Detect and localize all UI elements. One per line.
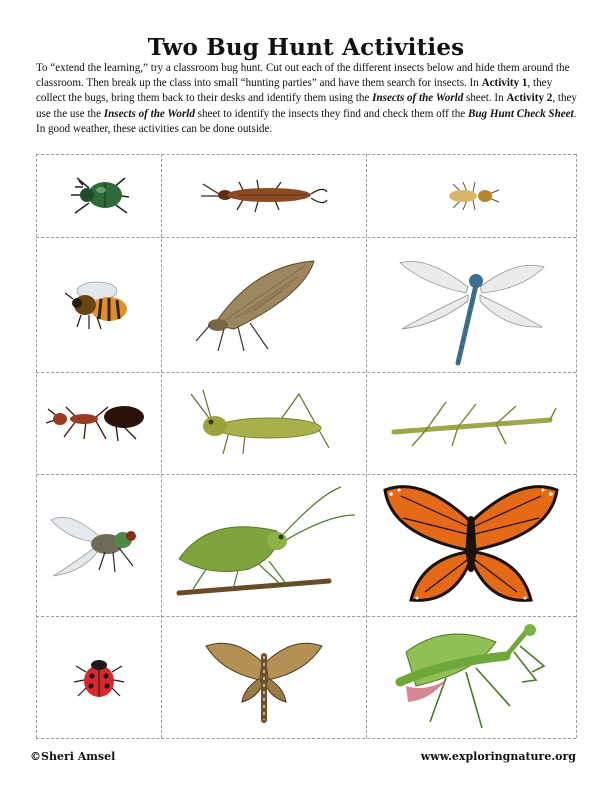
cell-dragonfly <box>366 237 576 372</box>
cell-beetle <box>36 154 161 237</box>
cell-ladybug <box>36 616 161 738</box>
page-title: Two Bug Hunt Activities <box>147 34 465 61</box>
cell-earwig <box>161 154 366 237</box>
cell-ant <box>36 372 161 474</box>
intro-text-4: , they use the use the <box>36 92 577 120</box>
cell-termite <box>366 154 576 237</box>
insects-of-the-world-ref-1: Insects of the World <box>372 92 464 105</box>
intro-text-6: . In good weather, these activities can be done outside. <box>36 107 577 135</box>
stonefly-icon <box>194 255 334 355</box>
bug-hunt-check-sheet-ref: Bug Hunt Check Sheet <box>467 107 574 120</box>
cut-line-vertical-4 <box>576 154 577 738</box>
monarch-butterfly-icon <box>381 480 561 610</box>
earwig-icon <box>199 176 329 216</box>
cell-monarch <box>366 474 576 616</box>
cutout-grid <box>36 154 576 738</box>
intro-text-5: sheet to identify the insects they find and check them off the <box>194 107 468 120</box>
intro-text-3: sheet. In <box>463 92 507 105</box>
praying-mantis-icon <box>386 622 556 732</box>
cell-fly <box>36 474 161 616</box>
activity-2-label: Activity 2 <box>506 92 553 105</box>
copyright-text: ©Sheri Amsel <box>30 750 116 763</box>
katydid-icon <box>169 485 359 605</box>
cell-walking-stick <box>366 372 576 474</box>
cut-line-horizontal-6 <box>36 738 576 739</box>
termite-icon <box>441 176 501 216</box>
intro-paragraph <box>36 61 584 137</box>
ladybug-icon <box>74 654 124 700</box>
moth-icon <box>204 632 324 722</box>
cell-grasshopper <box>161 372 366 474</box>
cell-stonefly <box>161 237 366 372</box>
beetle-icon <box>59 173 139 218</box>
intro-text-1: To “extend the learning,” try a classroom bug hunt. Cut out each of the different insects below and hide them around the classroom. Then break up the class into small “hunting parties” and have them search for insects. In <box>36 62 570 90</box>
insects-of-the-world-ref-2: Insects of the World <box>103 107 195 120</box>
cell-katydid <box>161 474 366 616</box>
walking-stick-icon <box>386 398 556 448</box>
dragonfly-icon <box>396 245 546 365</box>
intro-text-2: , they collect the bugs, bring them back to their desks and identify them using the <box>36 77 553 105</box>
cell-praying-mantis <box>366 616 576 738</box>
grasshopper-icon <box>189 388 339 458</box>
cell-bee <box>36 237 161 372</box>
bee-icon <box>59 275 139 335</box>
activity-1-label: Activity 1 <box>481 77 528 90</box>
ant-icon <box>46 403 152 443</box>
website-url: www.exploringnature.org <box>420 750 576 763</box>
fly-icon <box>49 510 149 580</box>
cell-moth <box>161 616 366 738</box>
